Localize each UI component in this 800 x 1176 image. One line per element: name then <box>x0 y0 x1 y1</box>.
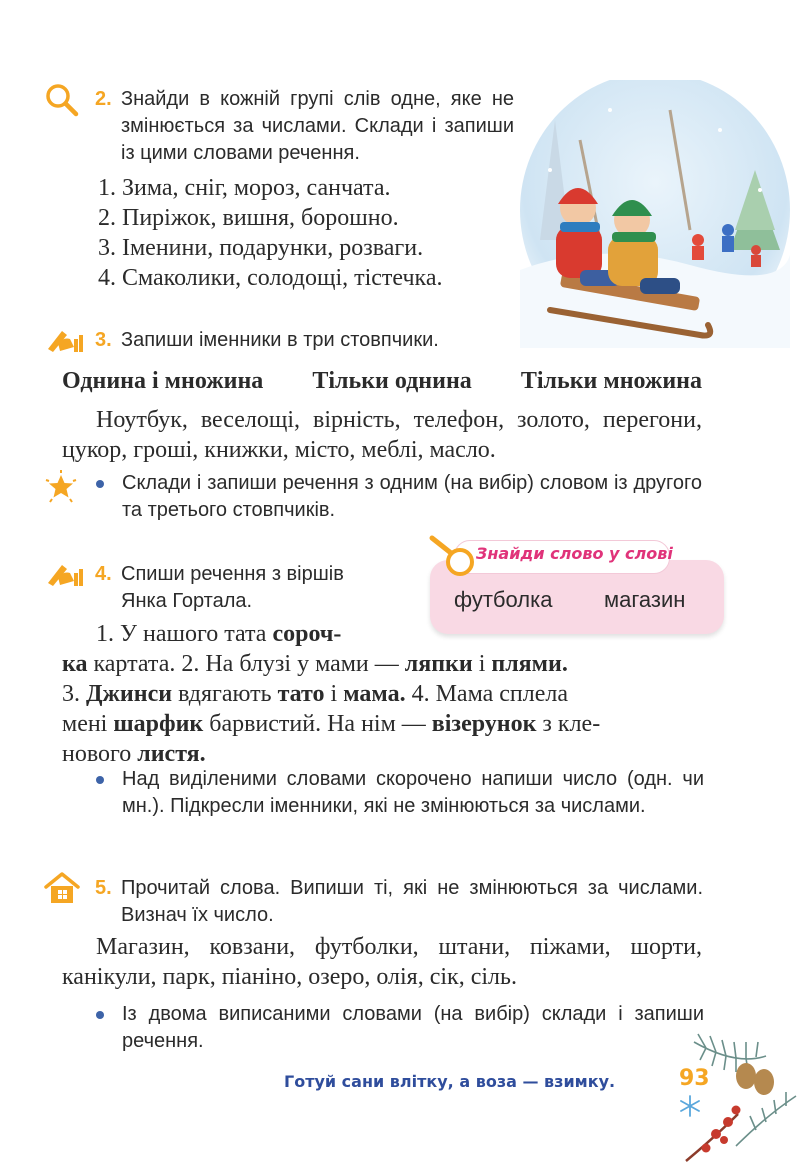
text: вдягають <box>172 681 278 707</box>
text: барвистий. На нім — <box>203 711 432 737</box>
page-number: 93 <box>679 1066 710 1091</box>
text <box>62 649 568 679</box>
highlighted-word: плями. <box>491 651 568 677</box>
highlighted-word: візерунок <box>431 711 537 737</box>
bullet <box>96 480 104 488</box>
house-icon <box>44 872 80 904</box>
writing-hand-icon <box>44 325 84 353</box>
text: 1. У нашого тата <box>96 621 273 647</box>
task-number: 5. <box>95 877 112 899</box>
word-list: Ноутбук, веселощі, вірність, телефон, золото, перегони, цукор, гроші, книжки, місто, меблі, масло. <box>62 407 702 463</box>
task-instruction-line: Янка Гортала. <box>121 590 253 612</box>
text-line <box>62 709 702 739</box>
magnifier-icon <box>424 534 476 578</box>
word-group: 3. Іменини, подарунки, розваги. <box>98 235 424 261</box>
pine-branch-decoration <box>676 1026 800 1171</box>
bullet <box>96 776 104 784</box>
word-group: 1. Зима, сніг, мороз, санчата. <box>98 175 391 201</box>
text: і <box>324 681 344 707</box>
text: картата. 2. На блузі у мами — <box>87 651 405 677</box>
task-instruction-line: Спиши речення з віршів <box>121 563 344 585</box>
text-line <box>62 739 702 769</box>
poem-sentences <box>62 619 702 769</box>
highlighted-word: мама. <box>343 681 406 707</box>
task-extra: Склади і запиши речення з одним (на вибір) словом із другого та третього стовпчиків. <box>122 472 702 521</box>
column-header: Тільки множина <box>520 368 702 394</box>
column-header: Однина і множина <box>62 368 264 394</box>
highlighted-word: ляпки <box>404 651 473 677</box>
text-line <box>62 619 702 649</box>
task-extra: Над виділеними словами скорочено напиши число (одн. чи мн.). Підкресли іменники, які не змінюються за числами. <box>122 768 704 817</box>
text: і <box>472 651 492 677</box>
highlighted-word: ка <box>62 651 88 677</box>
task-number: 3. <box>95 329 112 351</box>
text: з кле- <box>536 711 601 737</box>
highlighted-word: сороч- <box>272 621 342 647</box>
text-line <box>62 649 702 679</box>
task-instruction: Запиши іменники в три стовпчики. <box>121 329 439 351</box>
word-group: 2. Пиріжок, вишня, борошно. <box>98 205 399 231</box>
word-group: 4. Смаколики, солодощі, тістечка. <box>98 265 443 291</box>
word-list: Магазин, ковзани, футболки, штани, піжами, шорти, канікули, парк, піаніно, озеро, олія, сік, сіль. <box>62 934 702 990</box>
highlighted-word: тато <box>277 681 325 707</box>
text: 3. <box>62 681 86 707</box>
task-instruction: Прочитай слова. Випиши ті, які не змінюються за числами. Визнач їх число. <box>121 877 703 926</box>
magnifier-icon <box>44 82 80 118</box>
highlighted-word: листя. <box>137 741 206 767</box>
highlighted-word: шарфик <box>113 711 204 737</box>
text-line <box>62 679 702 709</box>
task-number: 2. <box>95 88 112 110</box>
column-header: Тільки однина <box>312 368 472 394</box>
task-instruction: Знайди в кожній групі слів одне, яке не змінюється за числами. Склади і запиши із цими словами речення. <box>121 88 514 164</box>
card-word: магазин <box>604 587 686 612</box>
text: нового <box>62 741 138 767</box>
card-title: Знайди слово у слові <box>476 544 673 563</box>
writing-hand-icon <box>44 559 84 587</box>
task-extra: Із двома виписаними словами (на вибір) склади і запиши речення. <box>122 1003 704 1052</box>
column-headers <box>62 366 702 396</box>
text: мені <box>62 711 114 737</box>
text: 4. Мама сплела <box>405 681 568 707</box>
winter-sledding-illustration <box>520 80 790 348</box>
bullet <box>96 1011 104 1019</box>
word-group-list <box>98 173 518 293</box>
highlighted-word: Джинси <box>86 681 173 707</box>
star-icon <box>44 470 78 504</box>
proverb: Готуй сани влітку, а воза — взимку. <box>284 1072 616 1091</box>
card-word: футболка <box>454 587 553 612</box>
task-number: 4. <box>95 563 112 585</box>
